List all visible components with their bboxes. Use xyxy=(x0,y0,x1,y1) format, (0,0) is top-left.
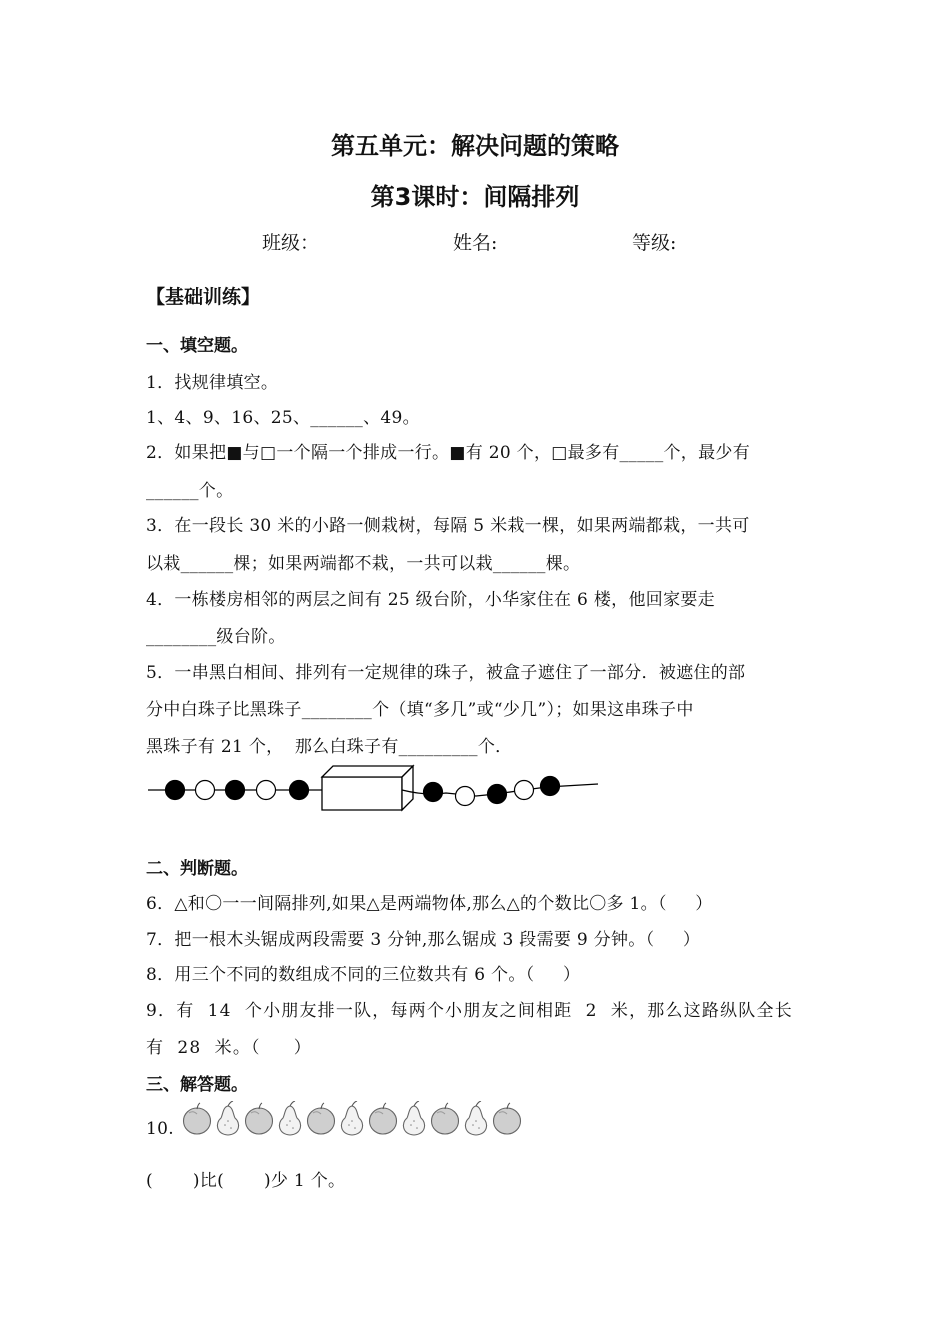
bead-black xyxy=(166,781,185,800)
q2-line2: ______个。 xyxy=(146,481,234,501)
q6: 6．△和〇一一间隔排列,如果△是两端物体,那么△的个数比〇多 1。（ ） xyxy=(146,894,713,914)
q3-line2: 以栽______棵；如果两端都不栽，一共可以栽______棵。 xyxy=(146,554,581,574)
page-subtitle: 第3课时：间隔排列 xyxy=(370,183,580,211)
q5-line2: 分中白珠子比黑珠子________个（填“多几”或“少几”）；如果这串珠子中 xyxy=(146,700,694,720)
apple-icon xyxy=(184,1103,211,1134)
bead-string-figure xyxy=(146,760,606,830)
bead-black xyxy=(488,785,507,804)
pear-icon xyxy=(341,1101,362,1135)
grade-label: 等级: xyxy=(632,232,677,254)
bead-black xyxy=(226,781,245,800)
q9-line2: 有 28 米。（ ） xyxy=(146,1038,312,1058)
q1-title: 1．找规律填空。 xyxy=(146,373,279,393)
apple-icon xyxy=(432,1103,459,1134)
pear-icon xyxy=(279,1101,300,1135)
apple-icon xyxy=(308,1103,335,1134)
q4-line1: 4．一栋楼房相邻的两层之间有 25 级台阶，小华家住在 6 楼，他回家要走 xyxy=(146,590,715,610)
q4-line2: ________级台阶。 xyxy=(146,627,286,647)
bead-white xyxy=(515,781,534,800)
q10-label: 10. xyxy=(146,1119,174,1139)
pear-icon xyxy=(217,1101,238,1135)
q9-line1: 9．有 14 个小朋友排一队，每两个小朋友之间相距 2 米，那么这路纵队全长 xyxy=(146,1001,793,1021)
bead-white xyxy=(196,781,215,800)
pear-icon xyxy=(403,1101,424,1135)
fruit-row-figure xyxy=(180,1101,525,1141)
bead-black xyxy=(541,777,560,796)
name-label: 姓名: xyxy=(453,232,498,254)
bead-white xyxy=(456,787,475,806)
apple-icon xyxy=(370,1103,397,1134)
class-label: 班级： xyxy=(262,232,320,254)
bead-white xyxy=(257,781,276,800)
apple-icon xyxy=(246,1103,273,1134)
q8: 8．用三个不同的数组成不同的三位数共有 6 个。（ ） xyxy=(146,965,581,985)
q3-line1: 3．在一段长 30 米的小路一侧栽树，每隔 5 米栽一棵，如果两端都栽，一共可 xyxy=(146,516,750,536)
page-title: 第五单元：解决问题的策略 xyxy=(331,132,619,160)
q7: 7．把一根木头锯成两段需要 3 分钟,那么锯成 3 段需要 9 分钟。（ ） xyxy=(146,930,701,950)
cover-box xyxy=(322,766,413,810)
q1-sequence: 1、4、9、16、25、______、49。 xyxy=(146,408,420,428)
section-judge-heading: 二、判断题。 xyxy=(146,859,248,879)
q10-answer: ( )比( )少 1 个。 xyxy=(146,1171,346,1191)
q5-line3: 黑珠子有 21 个， 那么白珠子有_________个． xyxy=(146,737,513,757)
pear-icon xyxy=(465,1101,486,1135)
q2-line1: 2．如果把■与□一个隔一个排成一行。■有 20 个，□最多有_____个，最少有 xyxy=(146,443,751,463)
section-answer-heading: 三、解答题。 xyxy=(146,1075,248,1095)
section-fill-heading: 一、填空题。 xyxy=(146,336,248,356)
training-heading: 【基础训练】 xyxy=(146,286,261,308)
apple-icon xyxy=(494,1103,521,1134)
bead-black xyxy=(424,783,443,802)
bead-black xyxy=(290,781,309,800)
q5-line1: 5．一串黑白相间、排列有一定规律的珠子，被盒子遮住了一部分．被遮住的部 xyxy=(146,663,746,683)
